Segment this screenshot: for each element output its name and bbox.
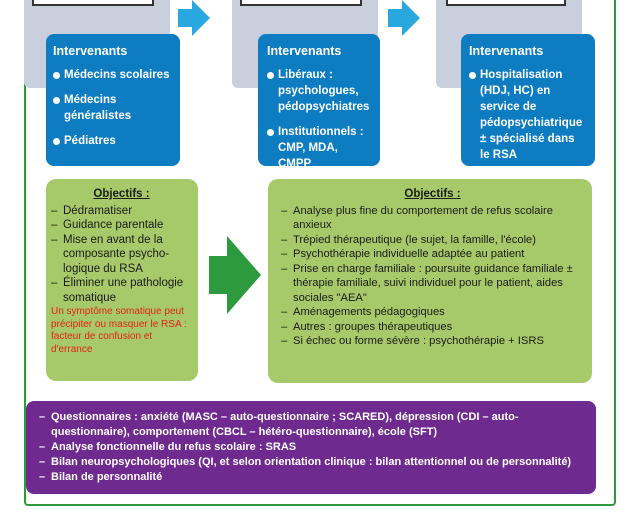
bullet-dot-icon <box>267 129 274 136</box>
right-arrow-icon <box>209 236 261 314</box>
list-item: – Analyse plus fine du comportement de refus scolaire anxieux <box>281 204 553 231</box>
stage-header-1 <box>32 0 154 6</box>
list-item: Hospitalisation (HDJ, HC) en service de pédopsychiatrique ± spécialisé dans le RSA <box>469 67 587 163</box>
list-item: – Aménagements pédagogiques <box>281 306 445 318</box>
list-item: – Analyse fonctionnelle du refus scolaire : SRAS <box>39 441 297 453</box>
list-item: – Éliminer une pathologie somatique <box>51 277 184 304</box>
objectives-right-box <box>268 179 592 383</box>
list-item: – Mise en avant de la composante psychologique du RSA <box>51 233 170 275</box>
intervenants-box-1 <box>46 34 180 166</box>
list-item: Pédiatres <box>53 133 172 149</box>
list-item: – Bilan neuropsychologiques (QI, et selon orientation clinique : bilan attentionnel ou de personnalité) <box>39 456 572 468</box>
list-item: – Dédramatiser <box>51 204 133 217</box>
bullet-dot-icon <box>267 72 274 79</box>
list-item: Médecins scolaires <box>53 67 172 83</box>
bullet-dot-icon <box>53 97 60 104</box>
bullet-dot-icon <box>469 72 476 79</box>
intervenants-list <box>469 67 587 163</box>
intervenants-title: Intervenants <box>469 44 544 58</box>
stage-header-2 <box>240 0 362 6</box>
objectives-left-box <box>46 179 198 381</box>
intervenants-list <box>267 67 372 172</box>
bullet-dot-icon <box>53 138 60 145</box>
bullet-dot-icon <box>53 72 60 79</box>
intervenants-box-2 <box>258 34 380 170</box>
intervenants-list <box>53 67 172 149</box>
list-item: Libéraux : psychologues, pédopsychiatres <box>267 67 372 115</box>
intervenants-title: Intervenants <box>53 44 128 58</box>
list-item: Médecins généralistes <box>53 92 172 124</box>
intervenants-box-3 <box>461 34 595 166</box>
objectives-title: Objectifs : <box>93 188 150 200</box>
list-item: – Psychothérapie individuelle adaptée au patient <box>281 248 525 260</box>
list-item: – Questionnaires : anxiété (MASC – auto-questionnaire ; SCARED), dépression (CDI – auto-questionnaire), comportement (CBCL – hétéro-questionnaire), école (SFT) <box>39 411 519 438</box>
assessments-list <box>39 410 586 485</box>
right-arrow-icon <box>178 0 210 40</box>
list-item: – Guidance parentale <box>51 219 164 231</box>
list-item: – Si échec ou forme sévère : psychothérapie + ISRS <box>281 335 544 347</box>
objectives-title: Objectifs : <box>404 188 461 200</box>
stage-header-3 <box>446 0 566 6</box>
list-item: – Prise en charge familiale : poursuite guidance familiale ± thérapie familiale, suivi individuel pour le patient, aides sociales "AEA" <box>281 262 573 304</box>
list-item: – Autres : groupes thérapeutiques <box>281 320 453 333</box>
right-arrow-icon <box>388 0 420 40</box>
list-item: Institutionnels : CMP, MDA, CMPP <box>267 124 372 172</box>
intervenants-title: Intervenants <box>267 44 342 58</box>
list-item: – Trépied thérapeutique (le sujet, la famille, l'école) <box>281 233 536 246</box>
objectives-list <box>51 204 192 306</box>
objectives-list <box>281 204 584 349</box>
assessments-box <box>26 401 596 494</box>
somatic-warning-note: Un symptôme somatique peut précipiter ou masquer le RSA : facteur de confusion et d'errance <box>51 306 187 355</box>
list-item: – Bilan de personnalité <box>39 471 163 483</box>
